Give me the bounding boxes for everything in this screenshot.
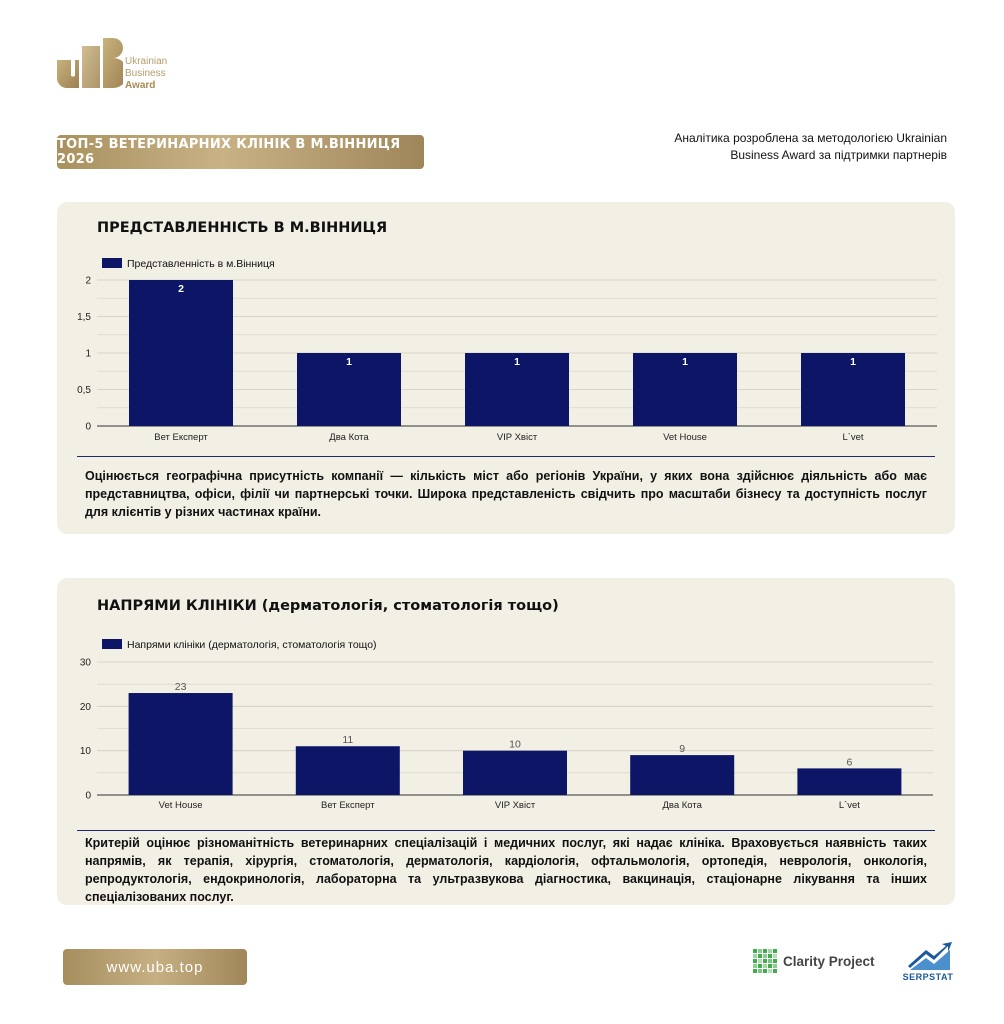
bar-value-label: 1	[682, 356, 688, 368]
section-divider	[77, 456, 935, 457]
bar	[797, 768, 901, 795]
bar	[129, 280, 233, 426]
y-tick-label: 10	[79, 746, 91, 758]
directions-title: НАПРЯМИ КЛІНІКИ (дерматологія, стоматологія тощо)	[97, 598, 559, 614]
y-tick-label: 0	[85, 421, 91, 433]
website-link[interactable]: www.uba.top	[63, 949, 247, 985]
logo-line-2: Business	[125, 68, 166, 79]
bar	[463, 751, 567, 795]
bar-value-label: 1	[850, 356, 856, 368]
category-label: L`vet	[842, 432, 864, 442]
category-label: Вет Експерт	[321, 800, 375, 811]
category-label: Vet House	[663, 432, 707, 442]
y-tick-label: 30	[79, 657, 91, 669]
logo-text	[125, 56, 167, 92]
y-tick-label: 20	[79, 701, 91, 713]
bar-value-label: 1	[514, 356, 520, 368]
logo-line-1: Ukrainian	[125, 56, 168, 67]
clarity-project-label: Clarity Project	[783, 953, 875, 969]
bar-value-label: 1	[346, 356, 352, 368]
category-label: VIP Хвіст	[494, 800, 536, 811]
y-tick-label: 2	[85, 275, 91, 287]
bar	[630, 755, 734, 795]
page-title: ТОП-5 ВЕТЕРИНАРНИХ КЛІНІК В М.ВІННИЦЯ 2026	[57, 135, 424, 169]
ukrainian-business-award-logo	[57, 38, 197, 94]
category-label: Vet House	[158, 800, 203, 811]
representation-chart	[57, 252, 955, 442]
serpstat-chart-icon	[898, 940, 958, 972]
y-tick-label: 0	[85, 790, 91, 802]
category-label: L`vet	[838, 800, 860, 811]
representation-title: ПРЕДСТАВЛЕННІСТЬ В М.ВІННИЦЯ	[97, 220, 388, 236]
directions-card	[57, 578, 955, 905]
serpstat-label: SERPSTAT	[902, 972, 954, 982]
bar-value-label: 11	[342, 734, 354, 747]
clarity-project-logo	[753, 948, 875, 974]
section-divider	[77, 830, 935, 831]
bar	[296, 746, 400, 795]
methodology-line-2: Business Award за підтримки партнерів	[730, 148, 947, 162]
bar-value-label: 6	[846, 756, 853, 769]
bar	[129, 693, 233, 795]
category-label: Вет Експерт	[154, 432, 208, 442]
representation-description: Оцінюється географічна присутність компанії — кількість міст або регіонів України, у яких вона здійснює діяльність або має представництва, офіси, філії чи партнерські точки. Широка представленість свідчить про масштаби бізнесу та доступність послуг для клієнтів у різних частинах країни.	[85, 469, 927, 519]
legend-swatch	[102, 639, 122, 649]
methodology-note	[617, 130, 947, 164]
uba-logo-icon	[57, 38, 123, 90]
category-label: Два Кота	[329, 432, 369, 442]
legend-label: Представленність в м.Вінниця	[127, 258, 275, 270]
y-tick-label: 0,5	[77, 385, 91, 396]
bar-value-label: 23	[174, 681, 187, 694]
serpstat-logo	[898, 940, 958, 984]
y-tick-label: 1,5	[77, 312, 91, 323]
bar-value-label: 10	[509, 738, 521, 751]
methodology-line-1: Аналітика розроблена за методологією Ukrainian	[674, 131, 947, 145]
category-label: VIP Хвіст	[496, 432, 538, 442]
clarity-grid-icon	[753, 949, 777, 973]
directions-chart	[57, 633, 955, 813]
logo-line-3: Award	[125, 80, 156, 91]
directions-description: Критерій оцінює різноманітність ветеринарних спеціалізацій і медичних послуг, які надає клініка. Враховується наявність таких напрямів, як терапія, хірургія, стоматологія, дерматологія, кардіологія, офтальмологія, ортопедія, неврологія, онкологія, репродуктологія, ендокринологія, лабораторна та ультразвукова діагностика, вакцинація, стаціонарне лікування та інших спеціалізованих послуг.	[85, 836, 927, 904]
bar-value-label: 2	[178, 283, 184, 295]
representation-card	[57, 202, 955, 534]
legend-swatch	[102, 258, 122, 268]
y-tick-label: 1	[85, 348, 91, 360]
bar-value-label: 9	[679, 743, 686, 756]
legend-label: Напрями клініки (дерматологія, стоматологія тощо)	[127, 639, 377, 651]
category-label: Два Кота	[662, 800, 702, 811]
